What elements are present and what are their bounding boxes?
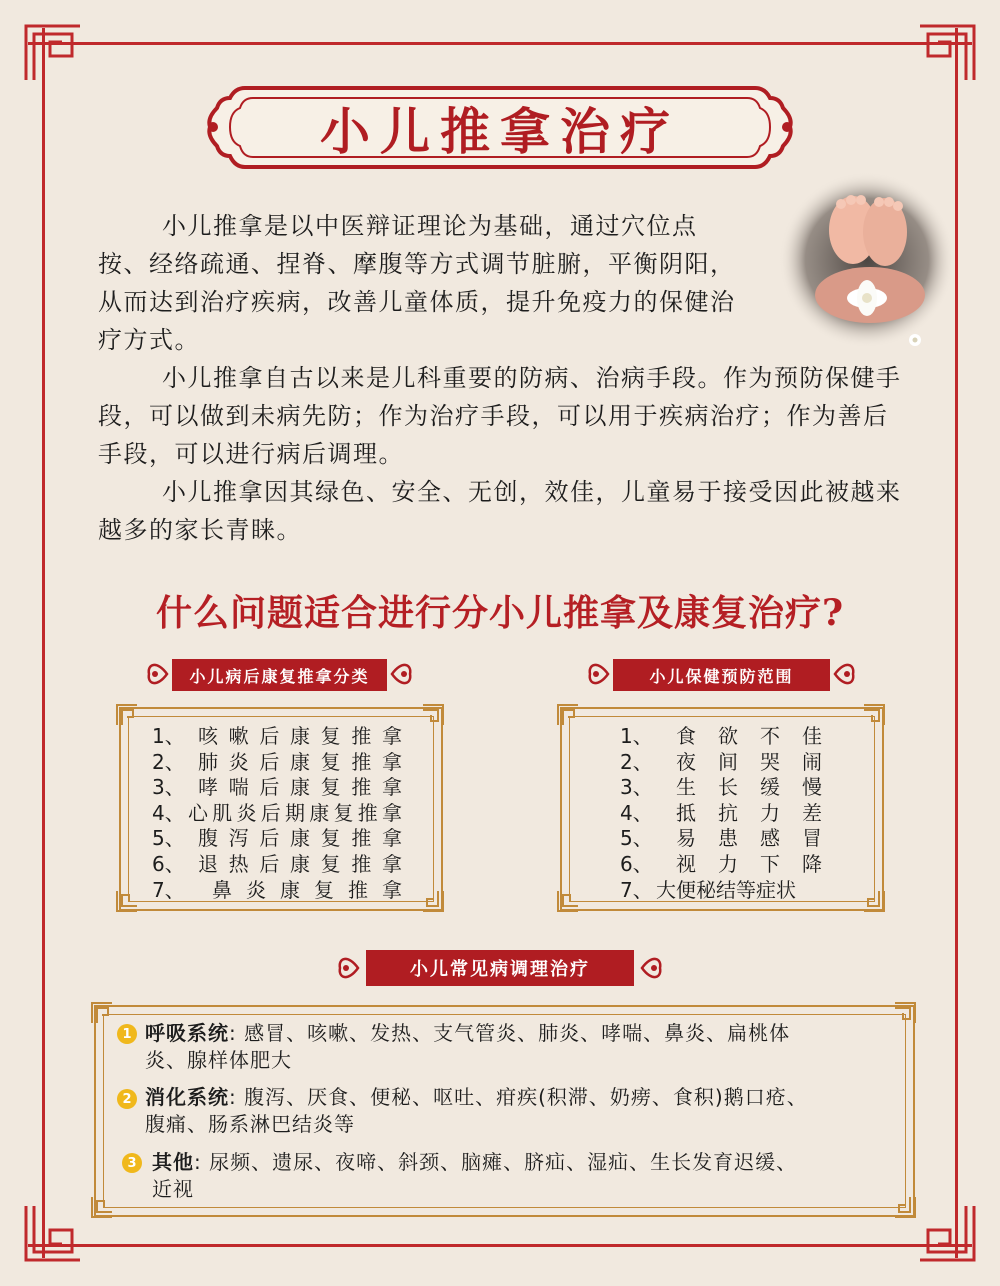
gold-corner-ornament: [862, 703, 886, 727]
category-respiratory: [145, 1020, 920, 1074]
list-item: 1、 食欲不佳: [620, 724, 822, 748]
intro-paragraph-1: 小儿推拿是以中医辩证理论为基础，通过穴位点按、经络疏通、捏脊、摩腹等方式调节脏腑，平衡阴阳，从而达到治疗疾病，改善儿童体质，提升免疫力的保健治疗方式。: [98, 212, 736, 354]
category-name: 消化系统: [145, 1085, 229, 1109]
left-list: [152, 724, 402, 903]
list-item: 2、 夜间哭闹: [620, 749, 822, 774]
frame-corner-bottom-right: [916, 1202, 978, 1264]
gold-corner-ornament: [893, 1001, 917, 1025]
list-item: 5、 易患感冒: [620, 826, 822, 851]
page-title: 小儿推拿治疗: [320, 102, 680, 161]
category-name: 呼吸系统: [145, 1021, 229, 1045]
title-banner: [205, 80, 795, 175]
category-items: 腹泻、厌食、便秘、呕吐、疳疾(积滞、奶痨、食积)鹅口疮、: [236, 1085, 808, 1109]
list-item: 6、 视力下降: [620, 851, 822, 876]
intro-paragraph-3: 小儿推拿因其绿色、安全、无创，效佳，儿童易于接受因此被越来越多的家长青睐。: [98, 478, 902, 544]
list-item: 4、 抵抗力差: [620, 800, 822, 825]
gold-corner-ornament: [421, 889, 445, 913]
intro-paragraph-2: 小儿推拿自古以来是儿科重要的防病、治病手段。作为预防保健手段，可以做到未病先防；作为治疗手段，可以用于疾病治疗；作为善后手段，可以进行病后调理。: [98, 364, 902, 468]
list-item: 3、 生长缓慢: [620, 775, 822, 800]
category-items-cont: 炎、腺样体肥大: [145, 1048, 292, 1072]
left-box-header: 小儿病后康复推拿分类: [172, 659, 387, 691]
category-other: [152, 1149, 927, 1203]
bottom-header-ornament-left: [334, 950, 360, 986]
gold-corner-ornament: [115, 889, 139, 913]
category-badge: 3: [122, 1153, 142, 1173]
category-items-cont: 近视: [152, 1177, 194, 1201]
list-item: 7、 大便秘结等症状: [620, 877, 796, 902]
frame-corner-top-left: [22, 22, 84, 84]
list-item: 4、 心肌炎后期康复推拿: [152, 800, 402, 825]
category-name: 其他: [152, 1150, 194, 1174]
category-separator: :: [194, 1150, 202, 1174]
category-separator: :: [229, 1021, 237, 1045]
baby-feet-image: [775, 170, 960, 355]
left-header-ornament-left: [143, 656, 169, 692]
gold-corner-ornament: [862, 889, 886, 913]
bottom-box-header: 小儿常见病调理治疗: [366, 950, 634, 986]
category-separator: :: [229, 1085, 237, 1109]
list-item: 6、 退热后康复推拿: [152, 851, 402, 876]
category-badge: 2: [117, 1089, 137, 1109]
list-item: 5、 腹泻后康复推拿: [152, 826, 402, 851]
gold-corner-ornament: [90, 1195, 114, 1219]
gold-corner-ornament: [421, 703, 445, 727]
category-badge: 1: [117, 1024, 137, 1044]
gold-corner-ornament: [893, 1195, 917, 1219]
category-digestive: [145, 1084, 920, 1138]
right-header-ornament-right: [833, 656, 859, 692]
category-items: 感冒、咳嗽、发热、支气管炎、肺炎、哮喘、鼻炎、扁桃体: [236, 1021, 791, 1045]
section-question-heading: 什么问题适合进行分小儿推拿及康复治疗?: [155, 592, 845, 634]
gold-corner-ornament: [556, 889, 580, 913]
bottom-header-ornament-right: [640, 950, 666, 986]
category-items-cont: 腹痛、肠系淋巴结炎等: [145, 1112, 355, 1136]
right-box-header: 小儿保健预防范围: [613, 659, 830, 691]
right-header-ornament-left: [584, 656, 610, 692]
frame-corner-top-right: [916, 22, 978, 84]
list-item: 3、 哮喘后康复推拿: [152, 775, 402, 800]
right-list: [620, 724, 822, 903]
gold-corner-ornament: [90, 1001, 114, 1025]
list-item: 2、 肺炎后康复推拿: [152, 749, 402, 774]
gold-corner-ornament: [556, 703, 580, 727]
list-item: 7、 鼻炎康复推拿: [152, 877, 402, 902]
gold-corner-ornament: [115, 703, 139, 727]
category-items: 尿频、遗尿、夜啼、斜颈、脑瘫、脐疝、湿疝、生长发育迟缓、: [201, 1150, 798, 1174]
frame-corner-bottom-left: [22, 1202, 84, 1264]
left-header-ornament-right: [390, 656, 416, 692]
list-item: 1、 咳嗽后康复推拿: [152, 724, 402, 748]
